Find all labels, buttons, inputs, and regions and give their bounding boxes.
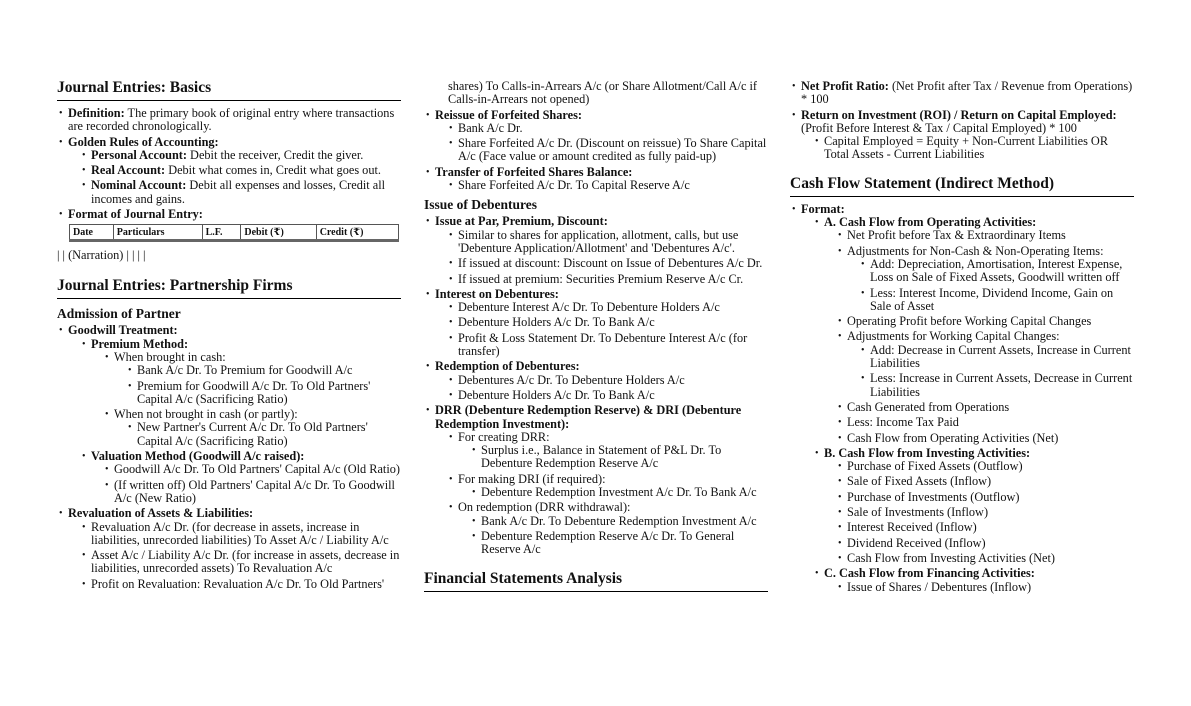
list-item: • Operating Profit before Working Capital Changes	[836, 315, 1134, 328]
column-2	[424, 80, 768, 706]
narration-row: | | (Narration) | | | |	[57, 248, 146, 263]
list-item: • Redemption of Debentures: • Debentures A/c Dr. To Debenture Holders A/c • Debenture Holders A/c Dr. To Bank A/c	[424, 360, 768, 402]
list-item: • Debenture Redemption Reserve A/c Dr. To General Reserve A/c	[470, 530, 768, 557]
list-item: • Revaluation of Assets & Liabilities: • Revaluation A/c Dr. (for decrease in assets, increase in liabilities, unrecorded liabilities) To Asset A/c / Liability A/c • Asset A/c / Liability A/c Dr. (for increase in assets, decrease in liabilities, unrecorded assets) To Revaluation A/c • Profit on Revaluation: Revaluation A/c Dr. To Old Partners'	[57, 507, 401, 591]
section-title: Journal Entries: Basics	[57, 78, 401, 101]
list-item: • Net Profit Ratio: (Net Profit after Tax / Revenue from Operations) * 100	[790, 80, 1134, 107]
section-title: Cash Flow Statement (Indirect Method)	[790, 174, 1134, 197]
list-item: • Sale of Fixed Assets (Inflow)	[836, 475, 1134, 488]
list-item: • If issued at premium: Securities Premium Reserve A/c Cr.	[447, 273, 768, 286]
list-item: • Share Forfeited A/c Dr. (Discount on reissue) To Share Capital A/c (Face value or amount credited as fully paid-up)	[447, 137, 768, 164]
list-item: • B. Cash Flow from Investing Activities: • Purchase of Fixed Assets (Outflow) • Sale of Fixed Assets (Inflow) • Purchase of Investments (Outflow) • Sale of Investments (Inflow) • Interest Received (Inflow) • Dividend Received (Inflow) • Cash Flow from Investing Activities (Net)	[813, 447, 1134, 565]
list-item: • A. Cash Flow from Operating Activities: • Net Profit before Tax & Extraordinary Items • Adjustments for Non-Cash & Non-Operating Items: • Add: Depreciation, Amortisation, Interest Expense, Loss on Sale of Fixed Assets, Goodwill written off • Less: Interest Income, Dividend Income, Gain on Sale of Asset • Operating Profit before Working Capital Changes • Adjustments for Working Capital Changes: • Add: Decrease in Current Assets, Increase in Current Liabilities • Less: Increase in Current Assets, Decrease in Current Liabilities • Cash Generated from Operations • Less: Income Tax Paid • Cash Flow from Operating Activities (Net)	[813, 216, 1134, 445]
list-item: • When not brought in cash (or partly): • New Partner's Current A/c Dr. To Old Partners' Capital A/c (Sacrificing Ratio)	[103, 408, 401, 448]
list-item: • For creating DRR: • Surplus i.e., Balance in Statement of P&L Dr. To Debenture Redemption Reserve A/c	[447, 431, 768, 471]
list-item: • C. Cash Flow from Financing Activities: • Issue of Shares / Debentures (Inflow)	[813, 567, 1134, 594]
subsection-title: Admission of Partner	[57, 306, 181, 322]
list-item: • Format of Journal Entry:	[57, 208, 401, 221]
list-item: • Capital Employed = Equity + Non-Current Liabilities OR Total Assets - Current Liabilities	[813, 135, 1134, 162]
list-item: • Bank A/c Dr. To Premium for Goodwill A/c	[126, 364, 401, 377]
list-item: • Goodwill A/c Dr. To Old Partners' Capital A/c (Old Ratio)	[103, 463, 401, 476]
list-item: • Interest on Debentures: • Debenture Interest A/c Dr. To Debenture Holders A/c • Debenture Holders A/c Dr. To Bank A/c • Profit & Loss Statement Dr. To Debenture Interest A/c (for transfer)	[424, 288, 768, 358]
list-item: • Nominal Account: Debit all expenses and losses, Credit all incomes and gains.	[80, 179, 401, 206]
list-item: • Premium Method: • When brought in cash: • Bank A/c Dr. To Premium for Goodwill A/c • Premium for Goodwill A/c Dr. To Old Partners' Capital A/c (Sacrificing Ratio) • When not brought in cash (or partly): • New Partner's Current A/c Dr. To Old Partners' Capital A/c (Sacrificing Ratio)	[80, 338, 401, 448]
table-header: Date	[70, 225, 114, 241]
list-item: • Less: Interest Income, Dividend Income, Gain on Sale of Asset	[859, 287, 1134, 314]
list-item: • Share Forfeited A/c Dr. To Capital Reserve A/c	[447, 179, 768, 192]
list-item: • (If written off) Old Partners' Capital A/c Dr. To Goodwill A/c (New Ratio)	[103, 479, 401, 506]
subsection-title: Issue of Debentures	[424, 197, 538, 213]
list-item: • Cash Flow from Operating Activities (Net)	[836, 432, 1134, 445]
table-header: Particulars	[113, 225, 202, 241]
list-item: • Transfer of Forfeited Shares Balance: • Share Forfeited A/c Dr. To Capital Reserve A/c	[424, 166, 768, 193]
list-item: • Sale of Investments (Inflow)	[836, 506, 1134, 519]
list-item: • Purchase of Fixed Assets (Outflow)	[836, 460, 1134, 473]
list-item: • Format: • A. Cash Flow from Operating Activities: • Net Profit before Tax & Extraordinary Items • Adjustments for Non-Cash & Non-Operating Items: • Add: Depreciation, Amortisation, Interest Expense, Loss on Sale of Fixed Assets, Goodwill written off • Less: Interest Income, Dividend Income, Gain on Sale of Asset • Operating Profit before Working Capital Changes • Adjustments for Working Capital Changes: • Add: Decrease in Current Assets, Increase in Current Liabilities • Less: Increase in Current Assets, Decrease in Current Liabilities • Cash Generated from Operations • Less: Income Tax Paid • Cash Flow from Operating Activities (Net) • B. Cash Flow from Investing Activities: • Purchase of Fixed Assets (Outflow) • Sale of Fixed Assets (Inflow) • Purchase of Investments (Outflow) • Sale of Investments (Inflow) • Interest Received (Inflow) • Dividend Received (Inflow) • Cash Flow from Investing Activities (Net) • C. Cash Flow from Financing Activities: • Issue of Shares / Debentures (Inflow)	[790, 203, 1134, 594]
list-item: • Dividend Received (Inflow)	[836, 537, 1134, 550]
list-item: • Debenture Interest A/c Dr. To Debenture Holders A/c	[447, 301, 768, 314]
continued-text: shares) To Calls-in-Arrears A/c (or Share Allotment/Call A/c if Calls-in-Arrears not opened)	[448, 80, 757, 107]
column-1	[57, 78, 401, 704]
list-item: • When brought in cash: • Bank A/c Dr. To Premium for Goodwill A/c • Premium for Goodwill A/c Dr. To Old Partners' Capital A/c (Sacrificing Ratio)	[103, 351, 401, 406]
list-item: • On redemption (DRR withdrawal): • Bank A/c Dr. To Debenture Redemption Investment A/c • Debenture Redemption Reserve A/c Dr. To General Reserve A/c	[447, 501, 768, 556]
list-item: • Debenture Holders A/c Dr. To Bank A/c	[447, 316, 768, 329]
list-item: • Add: Decrease in Current Assets, Increase in Current Liabilities	[859, 344, 1134, 371]
table-header: L.F.	[202, 225, 241, 241]
list-item: • Cash Flow from Investing Activities (Net)	[836, 552, 1134, 565]
list-item: • Return on Investment (ROI) / Return on Capital Employed: (Profit Before Interest & Tax / Capital Employed) * 100 • Capital Employed = Equity + Non-Current Liabilities OR Total Assets - Current Liabilities	[790, 109, 1134, 162]
journal-format-table	[69, 224, 399, 242]
list-item: • Profit on Revaluation: Revaluation A/c Dr. To Old Partners'	[80, 578, 401, 591]
section-partnership	[57, 276, 401, 591]
list-item: • Net Profit before Tax & Extraordinary Items	[836, 229, 1134, 242]
list-item: • Debenture Holders A/c Dr. To Bank A/c	[447, 389, 768, 402]
list-item: • Premium for Goodwill A/c Dr. To Old Partners' Capital A/c (Sacrificing Ratio)	[126, 380, 401, 407]
list-item: • Debenture Redemption Investment A/c Dr. To Bank A/c	[470, 486, 768, 499]
list-item: • Profit & Loss Statement Dr. To Debenture Interest A/c (for transfer)	[447, 332, 768, 359]
list-item: • Issue at Par, Premium, Discount: • Similar to shares for application, allotment, calls, but use 'Debenture Application/Allotment' and 'Debentures A/c'. • If issued at discount: Discount on Issue of Debentures A/c Dr. • If issued at premium: Securities Premium Reserve A/c Cr.	[424, 215, 768, 285]
list-item: • For making DRI (if required): • Debenture Redemption Investment A/c Dr. To Bank A/c	[447, 473, 768, 500]
list-item: • DRR (Debenture Redemption Reserve) & DRI (Debenture Redemption Investment): • For creating DRR: • Surplus i.e., Balance in Statement of P&L Dr. To Debenture Redemption Reserve A/c • For making DRI (if required): • Debenture Redemption Investment A/c Dr. To Bank A/c • On redemption (DRR withdrawal): • Bank A/c Dr. To Debenture Redemption Investment A/c • Debenture Redemption Reserve A/c Dr. To General Reserve A/c	[424, 404, 768, 556]
list-item: • Real Account: Debit what comes in, Credit what goes out.	[80, 164, 401, 177]
list-item: • Valuation Method (Goodwill A/c raised): • Goodwill A/c Dr. To Old Partners' Capital A/c (Old Ratio) • (If written off) Old Partners' Capital A/c Dr. To Goodwill A/c (New Ratio)	[80, 450, 401, 505]
list-item: • Issue of Shares / Debentures (Inflow)	[836, 581, 1134, 594]
list-item: • Golden Rules of Accounting: • Personal Account: Debit the receiver, Credit the giver. • Real Account: Debit what comes in, Credit what goes out. • Nominal Account: Debit all expenses and losses, Credit all incomes and gains.	[57, 136, 401, 206]
column-3	[790, 80, 1134, 706]
list-item: • Adjustments for Working Capital Changes: • Add: Decrease in Current Assets, Increase in Current Liabilities • Less: Increase in Current Assets, Decrease in Current Liabilities	[836, 330, 1134, 398]
section-title: Journal Entries: Partnership Firms	[57, 276, 401, 299]
list-item: • Surplus i.e., Balance in Statement of P&L Dr. To Debenture Redemption Reserve A/c	[470, 444, 768, 471]
list-item: • Less: Income Tax Paid	[836, 416, 1134, 429]
list-item: • Add: Depreciation, Amortisation, Interest Expense, Loss on Sale of Fixed Assets, Goodwill written off	[859, 258, 1134, 285]
list-item: • If issued at discount: Discount on Issue of Debentures A/c Dr.	[447, 257, 768, 270]
list-item: • Less: Increase in Current Assets, Decrease in Current Liabilities	[859, 372, 1134, 399]
list-item: • Adjustments for Non-Cash & Non-Operating Items: • Add: Depreciation, Amortisation, Interest Expense, Loss on Sale of Fixed Assets, Goodwill written off • Less: Interest Income, Dividend Income, Gain on Sale of Asset	[836, 245, 1134, 313]
list-item: • Revaluation A/c Dr. (for decrease in assets, increase in liabilities, unrecorded liabilities) To Asset A/c / Liability A/c	[80, 521, 401, 548]
list-item: • Purchase of Investments (Outflow)	[836, 491, 1134, 504]
section-basics	[57, 78, 401, 262]
list-item: • Personal Account: Debit the receiver, Credit the giver.	[80, 149, 401, 162]
list-item: • Goodwill Treatment: • Premium Method: • When brought in cash: • Bank A/c Dr. To Premium for Goodwill A/c • Premium for Goodwill A/c Dr. To Old Partners' Capital A/c (Sacrificing Ratio) • When not brought in cash (or partly): • New Partner's Current A/c Dr. To Old Partners' Capital A/c (Sacrificing Ratio) • Valuation Method (Goodwill A/c raised): • Goodwill A/c Dr. To Old Partners' Capital A/c (Old Ratio) • (If written off) Old Partners' Capital A/c Dr. To Goodwill A/c (New Ratio)	[57, 324, 401, 505]
list-item: • New Partner's Current A/c Dr. To Old Partners' Capital A/c (Sacrificing Ratio)	[126, 421, 401, 448]
table-header: Debit (₹)	[241, 225, 316, 241]
list-item: • Debentures A/c Dr. To Debenture Holders A/c	[447, 374, 768, 387]
list-item: • Bank A/c Dr.	[447, 122, 768, 135]
list-item: • Interest Received (Inflow)	[836, 521, 1134, 534]
list-item: • Definition: The primary book of original entry where transactions are recorded chronologically.	[57, 107, 401, 134]
list-item: • Cash Generated from Operations	[836, 401, 1134, 414]
list-item: • Asset A/c / Liability A/c Dr. (for increase in assets, decrease in liabilities, unrecorded assets) To Revaluation A/c	[80, 549, 401, 576]
list-item: • Reissue of Forfeited Shares: • Bank A/c Dr. • Share Forfeited A/c Dr. (Discount on reissue) To Share Capital A/c (Face value or amount credited as fully paid-up)	[424, 109, 768, 164]
section-title: Financial Statements Analysis	[424, 569, 768, 592]
list-item: • Similar to shares for application, allotment, calls, but use 'Debenture Application/Allotment' and 'Debentures A/c'.	[447, 229, 768, 256]
list-item: • Bank A/c Dr. To Debenture Redemption Investment A/c	[470, 515, 768, 528]
table-header: Credit (₹)	[316, 225, 398, 241]
